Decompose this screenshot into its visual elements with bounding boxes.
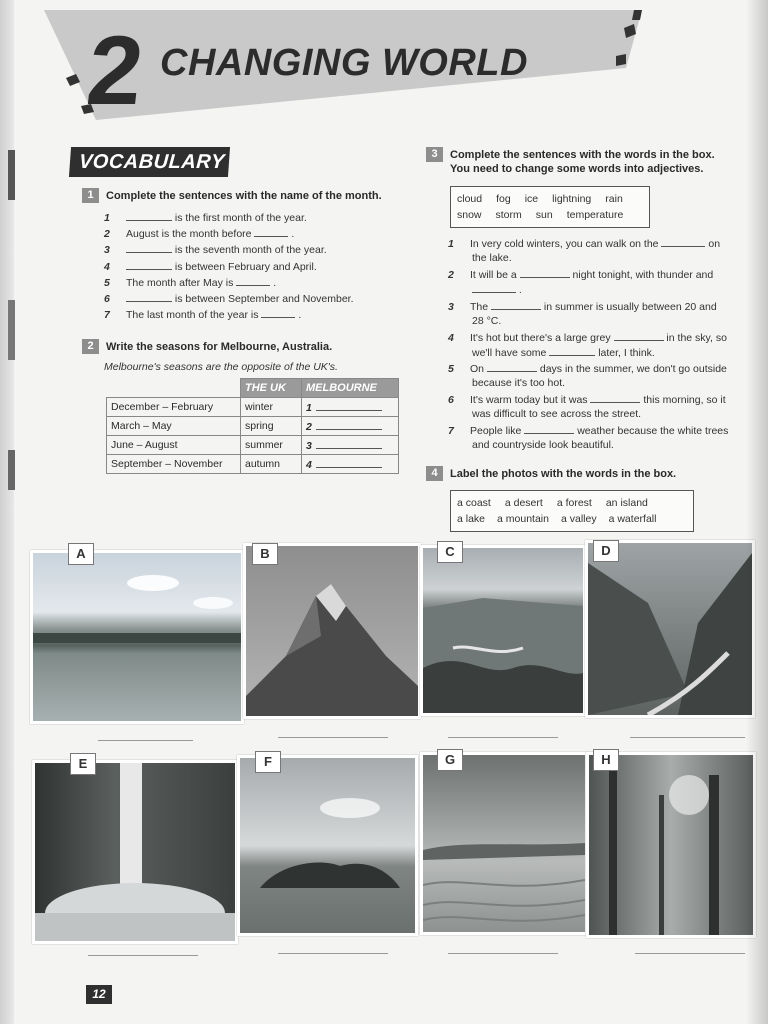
- box-word: storm: [495, 209, 522, 221]
- photo-lake: [30, 550, 244, 724]
- exercise-instruction-2: You need to change some words into adjectives.: [450, 163, 704, 175]
- item-text-after: is the first month of the year.: [172, 212, 307, 224]
- photo-forest: [586, 752, 756, 938]
- answer-blank[interactable]: [520, 268, 570, 278]
- table-cell-months: March – May: [107, 417, 241, 436]
- table-cell-uk-season: autumn: [241, 455, 302, 474]
- answer-blank[interactable]: [236, 276, 270, 286]
- photo-label-a: A: [68, 543, 94, 565]
- box-word: ice: [524, 193, 539, 205]
- page-edge-tab: [8, 300, 15, 360]
- item-text-after: in the sky, so: [663, 332, 727, 344]
- photo-answer-line[interactable]: [448, 953, 558, 954]
- answer-blank[interactable]: [661, 237, 705, 247]
- photo-valley: [585, 540, 755, 718]
- table-header-cell: MELBOURNE: [302, 379, 399, 398]
- item-number: 6: [448, 394, 454, 406]
- item-number: 7: [448, 425, 454, 437]
- exercise-1-item: [104, 227, 294, 240]
- exercise-1-item: [104, 292, 354, 305]
- exercise-1-item: [104, 308, 301, 321]
- photo-label-b: B: [252, 543, 278, 565]
- exercise-3-item: [448, 362, 727, 375]
- item-text: was difficult to see across the street.: [472, 408, 642, 420]
- box-word: a lake: [457, 513, 486, 525]
- item-text-after: is between September and November.: [172, 293, 354, 305]
- item-text-after: weather because the white trees: [574, 425, 729, 437]
- table-row: [107, 436, 399, 455]
- item-text-after: night tonight, with thunder and: [569, 269, 714, 281]
- item-text-after: .: [270, 276, 277, 289]
- item-text-after: .: [295, 309, 302, 322]
- exercise-3-item: [448, 237, 720, 250]
- exercise-1-item: [104, 260, 317, 273]
- box-word: a waterfall: [608, 513, 657, 525]
- answer-blank[interactable]: [316, 420, 382, 430]
- answer-blank[interactable]: [126, 243, 172, 253]
- answer-blank[interactable]: [316, 401, 382, 411]
- valley-image: [588, 543, 752, 715]
- photo-label-d: D: [593, 540, 619, 562]
- forest-image: [589, 755, 753, 935]
- seasons-table: [106, 378, 399, 474]
- photo-label-e: E: [70, 753, 96, 775]
- photo-answer-line[interactable]: [630, 737, 745, 738]
- exercise-1-heading: [82, 188, 382, 203]
- item-text-before: On: [470, 363, 487, 375]
- waterfall-image: [35, 763, 235, 941]
- photo-desert: [420, 752, 588, 935]
- photo-waterfall: [32, 760, 238, 944]
- item-number: 1: [448, 238, 454, 250]
- page-edge-tab: [8, 450, 15, 490]
- item-number: 4: [448, 332, 454, 344]
- exercise-3-item-continued: [472, 252, 512, 264]
- item-number: 1: [306, 401, 312, 414]
- exercise-3-heading: [426, 147, 715, 162]
- exercise-instruction: Complete the sentences with the name of the month.: [106, 190, 382, 202]
- table-cell-melbourne-answer[interactable]: [302, 436, 399, 455]
- box-word: temperature: [566, 209, 624, 221]
- photo-mountain: [243, 543, 421, 719]
- photo-answer-line[interactable]: [278, 953, 388, 954]
- section-label: VOCABULARY: [69, 147, 230, 177]
- item-number: 5: [104, 276, 110, 289]
- table-header-cell: [107, 379, 241, 398]
- exercise-3-item-continued: [472, 408, 641, 420]
- item-text-after: days in the summer, we don't go outside: [536, 363, 727, 375]
- table-cell-months: September – November: [107, 455, 241, 474]
- answer-blank[interactable]: [472, 283, 516, 293]
- exercise-3-item-continued: [472, 283, 522, 296]
- item-text-before: The last month of the year is: [126, 309, 262, 322]
- table-cell-uk-season: spring: [241, 417, 302, 436]
- photo-answer-line[interactable]: [98, 740, 193, 741]
- photo-label-c: C: [437, 541, 463, 563]
- page-number: 12: [86, 985, 112, 1004]
- table-header-cell: THE UK: [241, 379, 302, 398]
- box-word: a desert: [504, 497, 543, 509]
- item-number: 4: [306, 458, 312, 471]
- item-text-before: The: [470, 301, 492, 313]
- table-row: [107, 417, 399, 436]
- chapter-title: CHANGING WORLD: [160, 42, 528, 84]
- exercise-3-item: [448, 424, 728, 437]
- exercise-3-item-continued: [472, 439, 614, 451]
- answer-blank[interactable]: [614, 331, 664, 341]
- item-number: 3: [104, 244, 110, 257]
- item-text-before: we'll have some: [472, 347, 550, 359]
- box-word: a coast: [457, 497, 491, 509]
- item-text-before: It will be a: [470, 269, 520, 281]
- table-cell-melbourne-answer[interactable]: [302, 455, 399, 474]
- photo-answer-line[interactable]: [278, 737, 388, 738]
- box-word: snow: [457, 209, 482, 221]
- exercise-3-item: [448, 393, 726, 406]
- answer-blank[interactable]: [590, 393, 640, 403]
- answer-blank[interactable]: [524, 424, 574, 434]
- answer-blank[interactable]: [487, 362, 537, 372]
- box-word: a forest: [556, 497, 592, 509]
- chapter-number: 2: [82, 15, 145, 125]
- item-number: 2: [104, 228, 110, 241]
- photo-coast: [420, 545, 586, 716]
- exercise-number: 1: [82, 188, 99, 203]
- photo-answer-line[interactable]: [448, 737, 558, 738]
- item-text: 28 °C.: [472, 315, 502, 327]
- item-text: and countryside look beautiful.: [472, 439, 614, 451]
- answer-blank[interactable]: [126, 260, 172, 270]
- item-number: 4: [104, 260, 110, 273]
- exercise-1-item: [104, 211, 307, 224]
- island-image: [240, 758, 415, 933]
- table-row: [107, 398, 399, 417]
- answer-blank[interactable]: [126, 292, 172, 302]
- exercise-instruction: Complete the sentences with the words in the box.: [450, 149, 715, 161]
- item-text-before: It's hot but there's a large grey: [470, 332, 614, 344]
- exercise-instruction: Label the photos with the words in the box.: [450, 468, 677, 480]
- table-cell-uk-season: summer: [241, 436, 302, 455]
- lake-image: [33, 553, 241, 721]
- item-number: 1: [104, 212, 110, 224]
- photo-answer-line[interactable]: [88, 955, 198, 956]
- box-word: rain: [605, 193, 623, 205]
- exercise-2-heading: [82, 339, 332, 354]
- item-text: the lake.: [472, 252, 512, 264]
- photo-label-f: F: [255, 751, 281, 773]
- item-number: 7: [104, 309, 110, 322]
- box-word: cloud: [457, 193, 483, 205]
- exercise-3-item-continued: [472, 346, 655, 359]
- item-text-after: is the seventh month of the year.: [172, 244, 327, 257]
- table-cell-months: June – August: [107, 436, 241, 455]
- item-number: 2: [306, 420, 312, 433]
- exercise-1-item: [104, 276, 276, 289]
- answer-blank[interactable]: [261, 308, 295, 318]
- item-text-after: is between February and April.: [172, 260, 317, 273]
- item-text-before: People like: [470, 425, 525, 437]
- table-cell-melbourne-answer[interactable]: [302, 417, 399, 436]
- table-cell-months: December – February: [107, 398, 241, 417]
- box-word: sun: [535, 209, 553, 221]
- exercise-3-item-continued: [472, 315, 501, 327]
- table-row: [107, 455, 399, 474]
- exercise-1-item: [104, 243, 327, 256]
- exercise-instruction: Write the seasons for Melbourne, Australia.: [106, 341, 333, 353]
- exercise-3-item: [448, 268, 713, 281]
- item-text-after: in summer is usually between 20 and: [541, 301, 717, 313]
- page-shadow: [746, 0, 768, 1024]
- box-word: a mountain: [497, 513, 549, 525]
- item-text-after: on: [705, 238, 721, 250]
- item-text-before: In very cold winters, you can walk on the: [470, 238, 662, 250]
- item-number: 5: [448, 363, 454, 375]
- word-box-landscapes: [450, 490, 694, 532]
- coast-image: [423, 548, 583, 713]
- exercise-note: Melbourne's seasons are the opposite of the UK's.: [104, 361, 338, 373]
- box-word: a valley: [560, 513, 597, 525]
- item-text-before: August is the month before: [126, 228, 255, 241]
- item-text-after: later, I think.: [595, 347, 655, 359]
- answer-blank[interactable]: [491, 300, 541, 310]
- table-cell-melbourne-answer[interactable]: [302, 398, 399, 417]
- box-word: an island: [605, 497, 648, 509]
- answer-blank[interactable]: [126, 211, 172, 221]
- item-number: 2: [448, 269, 454, 281]
- table-cell-uk-season: winter: [241, 398, 302, 417]
- page-edge-tab: [8, 150, 15, 200]
- item-text-before: The month after May is: [126, 276, 237, 289]
- item-text-before: It's warm today but it was: [470, 394, 591, 406]
- item-text: .: [516, 284, 522, 296]
- photo-answer-line[interactable]: [635, 953, 745, 954]
- answer-blank[interactable]: [316, 439, 382, 449]
- answer-blank[interactable]: [316, 458, 382, 468]
- box-word: lightning: [552, 193, 592, 205]
- exercise-3-item-continued: [472, 377, 565, 389]
- item-number: 3: [448, 301, 454, 313]
- exercise-number: 2: [82, 339, 99, 354]
- item-number: 6: [104, 293, 110, 305]
- exercise-3-item: [448, 300, 717, 313]
- desert-image: [423, 755, 585, 932]
- item-number: 3: [306, 439, 312, 452]
- photo-label-g: G: [437, 749, 463, 771]
- item-text: because it's too hot.: [472, 377, 566, 389]
- item-text-after: this morning, so it: [640, 394, 726, 406]
- exercise-number: 3: [426, 147, 443, 162]
- answer-blank[interactable]: [254, 227, 288, 237]
- answer-blank[interactable]: [549, 346, 595, 356]
- box-word: fog: [496, 193, 511, 205]
- exercise-4-heading: [426, 466, 676, 481]
- photo-label-h: H: [593, 749, 619, 771]
- word-box-weather: [450, 186, 650, 228]
- seasons-table-body: [107, 398, 399, 474]
- mountain-image: [246, 546, 418, 716]
- item-text-after: .: [288, 228, 295, 241]
- photo-island: [237, 755, 418, 936]
- exercise-number: 4: [426, 466, 443, 481]
- exercise-3-item: [448, 331, 727, 344]
